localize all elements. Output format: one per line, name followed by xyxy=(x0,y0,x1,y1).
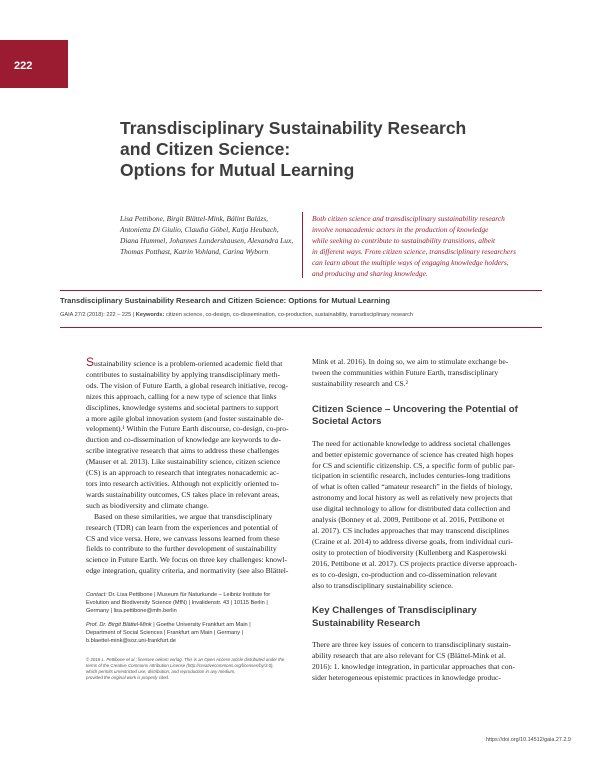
body-line: nizes this approach, calling for a new type of science that links xyxy=(86,391,277,401)
body-column-right xyxy=(312,357,542,684)
contact-line: b.blaettel-mink@soz.uni-frankfurt.de xyxy=(86,637,176,644)
author-line: Thomas Potthast, Katrin Vohland, Carina Wyborn xyxy=(120,247,269,256)
doi-link[interactable]: https://doi.org/10.14512/gaia.27.2.9 xyxy=(486,737,571,743)
title-line: Options for Mutual Learning xyxy=(120,160,355,180)
body-line: (CS) is an approach to research that integrates nonacademic ac- xyxy=(86,468,279,478)
keywords-label: Keywords: xyxy=(135,312,165,318)
body-line: of what is often called “amateur research” in the fields of biology, xyxy=(312,482,513,492)
license-line: provided the original work is properly cited. xyxy=(86,675,170,681)
license-line: terms of the Creative Commons Attribution License (http://creativecommons.org/licenses/by/3.0), xyxy=(86,663,274,669)
contact-line: | Goethe University Frankfurt am Main | xyxy=(153,621,251,628)
body-line: edge integration, quality criteria, and normativity (see also Blättel- xyxy=(86,566,289,576)
author-line: Lisa Pettibone, Birgit Blättel-Mink, Bálint Balázs, xyxy=(120,214,268,223)
body-line: wards sustainability outcomes, CS takes place in relevant areas, xyxy=(86,489,280,499)
contact-line: Department of Social Sciences | Frankfurt am Main | Germany | xyxy=(86,629,244,636)
body-column-left xyxy=(86,357,300,577)
author-line: Antonietta Di Giulio, Claudia Göbel, Katja Heubach, xyxy=(120,225,279,234)
title-line: and Citizen Science: xyxy=(120,139,291,159)
body-line: ticipation in scientific research, includes centuries-long traditions xyxy=(312,471,511,481)
body-line: Based on these similarities, we argue that transdisciplinary xyxy=(94,511,273,521)
body-line: velopment).¹ Within the Future Earth discourse, co-design, co-pro- xyxy=(86,424,289,434)
body-line: There are three key issues of concern to transdisciplinary sustain- xyxy=(312,640,511,650)
body-line: science in Future Earth. We focus on three key challenges: knowl- xyxy=(86,555,288,565)
contact-line: Germany | lisa.pettibone@mfn.berlin xyxy=(86,607,177,614)
body-line: osity to protection of biodiversity (Kullenberg and Kasperowski xyxy=(312,547,507,557)
body-line: scribe integrative research that aims to address these challenges xyxy=(86,446,280,456)
author-line: Diana Hummel, Johannes Lundershausen, Alexandra Lux, xyxy=(120,236,294,245)
contact-name: Prof. Dr. Birgit Blättel-Mink xyxy=(86,621,152,628)
body-line: ustainability science is a problem-oriented academic field that xyxy=(94,359,283,368)
section-heading-line: Societal Actors xyxy=(312,416,382,428)
lede-line: can learn about the multiple ways of engaging knowledge holders, xyxy=(312,258,509,267)
paragraph-first-line xyxy=(86,357,300,370)
body-line: Mink et al. 2016). In doing so, we aim to stimulate exchange be- xyxy=(312,357,509,366)
page-number: 222 xyxy=(14,60,33,72)
section-heading-line: Sustainability Research xyxy=(312,617,421,629)
lede-line: while seeking to contribute to sustainability transitions, albeit xyxy=(312,236,496,245)
body-line: CS and vice versa. Here, we canvass lessons learned from these xyxy=(86,533,280,543)
contact-label: Contact: xyxy=(86,592,107,598)
body-line: analysis (Bonney et al. 2009, Pettibone et al. 2016, Pettibone et xyxy=(312,515,505,525)
body-line: ods. The vision of Future Earth, a global research initiative, recog- xyxy=(86,380,289,390)
section-heading-line: Key Challenges of Transdisciplinary xyxy=(312,605,477,617)
body-line: 2016, Pettibone et al. 2017). CS projects practice diverse approach- xyxy=(312,558,517,568)
citation: GAIA 27/2 (2018): 222 – 225 xyxy=(60,312,132,318)
body-line: es to co-design, co-production and co-dissemination relevant xyxy=(312,569,497,579)
body-line: ability research that are also relevant for CS (Blättel-Mink et al. xyxy=(312,651,506,661)
lede-line: and producing and sharing knowledge. xyxy=(312,269,428,278)
lede-line: in different ways. From citizen science, transdisciplinary researchers xyxy=(312,247,516,256)
body-line: research (TDR) can learn from the experiences and potential of xyxy=(86,522,279,532)
title-line: Transdisciplinary Sustainability Research xyxy=(120,118,467,138)
body-line: 2016): 1. knowledge integration, in particular approaches that con- xyxy=(312,662,515,672)
body-line: sustainability research and CS.² xyxy=(312,378,408,388)
body-line: contributes to sustainability by applying transdisciplinary meth- xyxy=(86,369,281,379)
article-title xyxy=(120,118,467,181)
reference-rule-top xyxy=(60,290,542,291)
body-line: tween the communities within Future Earth, transdisciplinary xyxy=(312,367,499,377)
body-line: (Craine et al. 2014) to address diverse goals, from individual curi- xyxy=(312,536,513,546)
citation-keywords-line: GAIA 27/2 (2018): 222 – 225 | Keywords: citizen science, co-design, co-dissemination, co-production, sustainability, transdisciplinary research xyxy=(60,312,414,318)
body-line: duction and co-dissemination of knowledge are keywords to de- xyxy=(86,435,281,445)
body-line: disciplines, knowledge systems and societal partners to support xyxy=(86,402,279,412)
body-line: also to transdisciplinary sustainability science. xyxy=(312,580,454,590)
contact-line: Evolution and Biodiversity Science (MfN) | Invalidenstr. 43 | 10115 Berlin | xyxy=(86,599,268,606)
body-line: fields to contribute to the further development of sustainability xyxy=(86,544,277,554)
lede-line: involve nonacademic actors in the production of knowledge xyxy=(312,225,489,234)
page-number-tab xyxy=(0,40,68,88)
body-line: for CS and scientific citizenship. CS, a specific form of public par- xyxy=(312,460,515,470)
body-line: (Mauser et al. 2013). Like sustainability science, citizen science xyxy=(86,457,281,467)
body-line: use digital technology to allow for distributed data collection and xyxy=(312,504,511,514)
body-line: al. 2017). CS includes approaches that may transcend disciplines xyxy=(312,525,509,535)
license-line: © 2018 L. Pettibone et al.; licensee oekom verlag. This is an Open Access article distributed under the xyxy=(86,657,285,662)
reference-rule-bottom xyxy=(60,327,542,328)
license-line: which permits unrestricted use, distribution, and reproduction in any medium, xyxy=(86,669,236,675)
contact-line: Dr. Lisa Pettibone | Museum für Naturkunde – Leibniz Institute for xyxy=(108,592,271,598)
keywords: citizen science, co-design, co-dissemination, co-production, sustainability, transdisciplinary research xyxy=(165,312,414,318)
body-line: astronomy and local history as well as relatively new projects that xyxy=(312,493,513,503)
body-line: The need for actionable knowledge to address societal challenges xyxy=(312,438,511,448)
body-line: sider heterogeneous epistemic practices in knowledge produc- xyxy=(312,673,501,683)
lede-divider xyxy=(302,212,303,278)
license-notice xyxy=(86,657,300,681)
body-line: such as biodiversity and climate change. xyxy=(86,500,209,510)
body-line: a more agile global innovation system (and foster sustainable de- xyxy=(86,413,284,423)
section-heading-line: Citizen Science – Uncovering the Potential of xyxy=(312,403,518,415)
body-line: and better epistemic governance of science has created high hopes xyxy=(312,449,514,459)
contact-info xyxy=(86,592,300,645)
author-list xyxy=(120,213,300,257)
article-lede xyxy=(312,213,542,279)
lede-line: Both citizen science and transdisciplinary sustainability research xyxy=(312,214,505,223)
reference-title: Transdisciplinary Sustainability Research and Citizen Science: Options for Mutual Learning xyxy=(60,296,390,305)
body-line: tors into research activities. Although not explicitly oriented to- xyxy=(86,478,279,488)
drop-cap: S xyxy=(86,355,95,369)
